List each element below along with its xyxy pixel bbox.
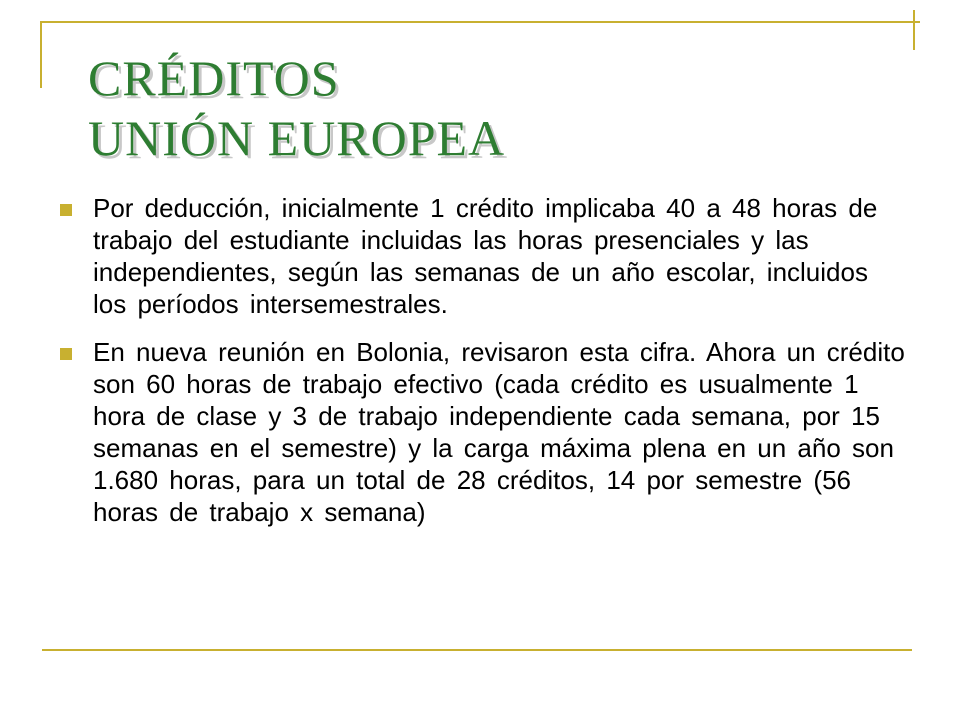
square-bullet-icon — [60, 204, 72, 216]
bullet-item — [60, 336, 910, 528]
title-line-2: UNIÓN EUROPEA — [88, 110, 506, 166]
frame-top-line — [40, 21, 920, 23]
square-bullet-icon — [60, 348, 72, 360]
title-line-1: CRÉDITOS — [88, 50, 340, 106]
bullet-text: Por deducción, inicialmente 1 crédito implicaba 40 a 48 horas de trabajo del estudiante incluidas las horas presenciales y las independientes, según las semanas de un año escolar, incluidos los períodos intersemestrales. — [93, 193, 878, 319]
bullet-list — [60, 192, 910, 544]
bullet-item — [60, 192, 910, 320]
slide-title — [88, 48, 888, 168]
bullet-text: En nueva reunión en Bolonia, revisaron esta cifra. Ahora un crédito son 60 horas de trabajo efectivo (cada crédito es usualmente 1 hora de clase y 3 de trabajo independiente cada semana, por 15 semanas en el semestre) y la carga máxima plena en un año son 1.680 horas, para un total de 28 créditos, 14 por semestre (56 horas de trabajo x semana) — [93, 337, 905, 527]
frame-bottom-line — [42, 649, 912, 651]
frame-left-line — [40, 21, 42, 88]
frame-right-line — [913, 10, 915, 50]
